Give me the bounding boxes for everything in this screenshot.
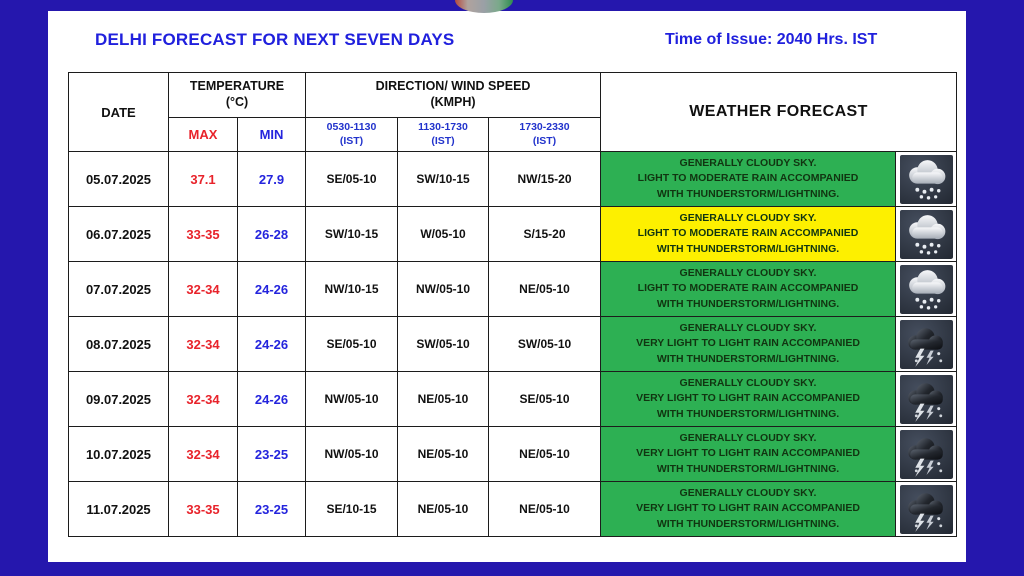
forecast-line: VERY LIGHT TO LIGHT RAIN ACCOMPANIED (636, 502, 860, 515)
cloud-rain-icon (900, 210, 953, 259)
weather-icon-tile (900, 375, 953, 424)
weather-icon-cell (896, 427, 957, 482)
header-wind (306, 73, 601, 118)
forecast-cell (601, 372, 896, 427)
max-temp-cell: 33-35 (169, 482, 238, 537)
min-temp-cell: 27.9 (238, 152, 306, 207)
wind-afternoon-cell: NE/05-10 (398, 427, 489, 482)
forecast-line: WITH THUNDERSTORM/LIGHTNING. (656, 242, 840, 255)
cloud-lightning-icon (900, 320, 953, 369)
max-temp-cell: 32-34 (169, 262, 238, 317)
slot-range: 1730-2330 (519, 120, 570, 133)
forecast-line: LIGHT TO MODERATE RAIN ACCOMPANIED (637, 172, 859, 185)
header-max: MAX (169, 118, 238, 152)
wind-afternoon-cell: SW/05-10 (398, 317, 489, 372)
wind-afternoon-cell: NE/05-10 (398, 372, 489, 427)
date-cell: 05.07.2025 (69, 152, 169, 207)
header-slot-morning (306, 118, 398, 152)
table-row (69, 427, 957, 482)
weather-icon-tile (900, 210, 953, 259)
weather-icon-tile (900, 155, 953, 204)
slot-tz: (IST) (339, 134, 364, 147)
table-row (69, 262, 957, 317)
forecast-line: WITH THUNDERSTORM/LIGHTNING. (656, 517, 840, 530)
slot-tz: (IST) (532, 134, 557, 147)
max-temp-cell: 33-35 (169, 207, 238, 262)
header-slot-evening (489, 118, 601, 152)
weather-icon-cell (896, 372, 957, 427)
header-date: DATE (69, 73, 169, 152)
table-row (69, 207, 957, 262)
forecast-line: GENERALLY CLOUDY SKY. (679, 267, 817, 280)
header-wind-label: DIRECTION/ WIND SPEED (375, 79, 531, 94)
min-temp-cell: 24-26 (238, 317, 306, 372)
forecast-line: VERY LIGHT TO LIGHT RAIN ACCOMPANIED (636, 447, 860, 460)
date-cell: 11.07.2025 (69, 482, 169, 537)
forecast-table (68, 72, 957, 537)
min-temp-cell: 26-28 (238, 207, 306, 262)
cloud-lightning-icon (900, 430, 953, 479)
time-of-issue: Time of Issue: 2040 Hrs. IST (665, 31, 878, 48)
slot-range: 1130-1730 (418, 120, 468, 133)
cloud-lightning-icon (900, 375, 953, 424)
forecast-line: WITH THUNDERSTORM/LIGHTNING. (656, 297, 840, 310)
date-cell: 08.07.2025 (69, 317, 169, 372)
table-row (69, 317, 957, 372)
weather-icon-cell (896, 262, 957, 317)
max-temp-cell: 37.1 (169, 152, 238, 207)
page-title: DELHI FORECAST FOR NEXT SEVEN DAYS (95, 30, 455, 49)
wind-afternoon-cell: W/05-10 (398, 207, 489, 262)
header-weather-forecast: WEATHER FORECAST (601, 73, 957, 152)
wind-evening-cell: NE/05-10 (489, 427, 601, 482)
weather-icon-tile (900, 265, 953, 314)
table-row (69, 482, 957, 537)
wind-evening-cell: SW/05-10 (489, 317, 601, 372)
max-temp-cell: 32-34 (169, 427, 238, 482)
max-temp-cell: 32-34 (169, 372, 238, 427)
forecast-cell (601, 152, 896, 207)
forecast-cell (601, 207, 896, 262)
weather-icon-cell (896, 152, 957, 207)
forecast-line: LIGHT TO MODERATE RAIN ACCOMPANIED (637, 227, 859, 240)
table-row (69, 372, 957, 427)
weather-icon-tile (900, 485, 953, 534)
header-wind-unit: (KMPH) (430, 95, 476, 109)
bulletin-panel (48, 11, 966, 562)
wind-afternoon-cell: NW/05-10 (398, 262, 489, 317)
cloud-lightning-icon (900, 485, 953, 534)
min-temp-cell: 24-26 (238, 262, 306, 317)
min-temp-cell: 24-26 (238, 372, 306, 427)
header-temperature-label: TEMPERATURE (189, 79, 285, 94)
forecast-line: VERY LIGHT TO LIGHT RAIN ACCOMPANIED (636, 337, 860, 350)
forecast-line: WITH THUNDERSTORM/LIGHTNING. (656, 407, 840, 420)
forecast-line: GENERALLY CLOUDY SKY. (679, 322, 817, 335)
table-row (69, 152, 957, 207)
forecast-cell (601, 482, 896, 537)
wind-evening-cell: NE/05-10 (489, 482, 601, 537)
weather-icon-cell (896, 482, 957, 537)
wind-evening-cell: SE/05-10 (489, 372, 601, 427)
forecast-line: WITH THUNDERSTORM/LIGHTNING. (656, 187, 840, 200)
wind-afternoon-cell: SW/10-15 (398, 152, 489, 207)
max-temp-cell: 32-34 (169, 317, 238, 372)
date-cell: 07.07.2025 (69, 262, 169, 317)
wind-afternoon-cell: NE/05-10 (398, 482, 489, 537)
forecast-line: LIGHT TO MODERATE RAIN ACCOMPANIED (637, 282, 859, 295)
date-cell: 10.07.2025 (69, 427, 169, 482)
wind-morning-cell: NW/10-15 (306, 262, 398, 317)
cloud-rain-icon (900, 265, 953, 314)
wind-morning-cell: NW/05-10 (306, 372, 398, 427)
min-temp-cell: 23-25 (238, 427, 306, 482)
weather-icon-tile (900, 320, 953, 369)
min-temp-cell: 23-25 (238, 482, 306, 537)
forecast-cell (601, 262, 896, 317)
slot-range: 0530-1130 (326, 120, 377, 133)
date-cell: 09.07.2025 (69, 372, 169, 427)
forecast-line: WITH THUNDERSTORM/LIGHTNING. (656, 352, 840, 365)
wind-evening-cell: NW/15-20 (489, 152, 601, 207)
forecast-line: VERY LIGHT TO LIGHT RAIN ACCOMPANIED (636, 392, 860, 405)
weather-icon-tile (900, 430, 953, 479)
forecast-line: GENERALLY CLOUDY SKY. (679, 212, 817, 225)
forecast-line: GENERALLY CLOUDY SKY. (679, 157, 817, 170)
wind-morning-cell: SE/05-10 (306, 317, 398, 372)
forecast-line: GENERALLY CLOUDY SKY. (679, 487, 817, 500)
wind-morning-cell: SE/10-15 (306, 482, 398, 537)
wind-morning-cell: SW/10-15 (306, 207, 398, 262)
wind-morning-cell: NW/05-10 (306, 427, 398, 482)
wind-morning-cell: SE/05-10 (306, 152, 398, 207)
slot-tz: (IST) (431, 134, 455, 147)
weather-icon-cell (896, 317, 957, 372)
header-slot-afternoon (398, 118, 489, 152)
forecast-line: GENERALLY CLOUDY SKY. (679, 432, 817, 445)
forecast-cell (601, 317, 896, 372)
forecast-cell (601, 427, 896, 482)
wind-evening-cell: S/15-20 (489, 207, 601, 262)
wind-evening-cell: NE/05-10 (489, 262, 601, 317)
header-temperature (169, 73, 306, 118)
forecast-line: GENERALLY CLOUDY SKY. (679, 377, 817, 390)
weather-icon-cell (896, 207, 957, 262)
header-min: MIN (238, 118, 306, 152)
cloud-rain-icon (900, 155, 953, 204)
forecast-line: WITH THUNDERSTORM/LIGHTNING. (656, 462, 840, 475)
date-cell: 06.07.2025 (69, 207, 169, 262)
header-temperature-unit: (°C) (225, 95, 249, 109)
